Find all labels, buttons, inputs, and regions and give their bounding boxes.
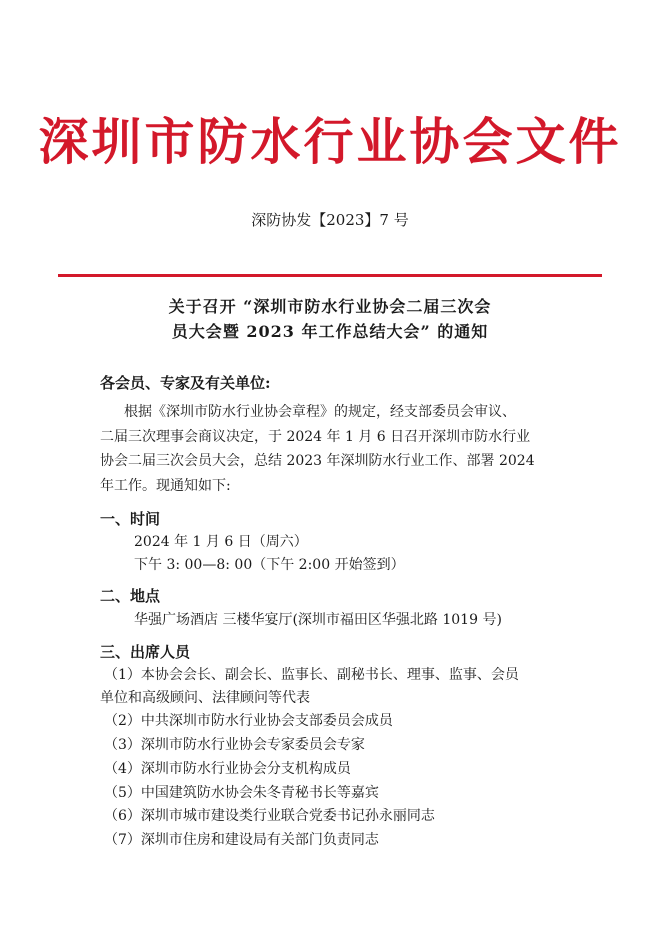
intro-paragraph — [100, 400, 570, 498]
attendee-item: （3）深圳市防水行业协会专家委员会专家 — [104, 737, 365, 753]
paragraph-line: 年工作。现通知如下: — [100, 477, 231, 494]
attendee-item: （4）深圳市防水行业协会分支机构成员 — [104, 761, 351, 777]
notice-title — [0, 294, 660, 344]
paragraph-line: 二届三次理事会商议决定，于 2024 年 1 月 6 日召开深圳市防水行业 — [100, 428, 531, 445]
attendee-item: （6）深圳市城市建设类行业联合党委书记孙永丽同志 — [104, 808, 435, 824]
attendee-item: （5）中国建筑防水协会朱冬青秘书长等嘉宾 — [104, 785, 379, 801]
meeting-date: 2024 年 1 月 6 日（周六） — [134, 534, 308, 550]
notice-title-line-1: 关于召开 “深圳市防水行业协会二届三次会 — [168, 297, 492, 316]
section-heading-location: 二、地点 — [100, 587, 161, 605]
attendee-item: （2）中共深圳市防水行业协会支部委员会成员 — [104, 713, 393, 729]
meeting-venue: 华强广场酒店 三楼华宴厅(深圳市福田区华强北路 1019 号) — [134, 612, 502, 628]
attendee-item-continuation: 单位和高级顾问、法律顾问等代表 — [100, 690, 310, 706]
paragraph-line: 根据《深圳市防水行业协会章程》的规定，经支部委员会审议、 — [124, 404, 516, 420]
document-number: 深防协发【2023】7 号 — [251, 211, 409, 229]
document-header-title: 深圳市防水行业协会文件 — [38, 112, 622, 171]
section-heading-time: 一、时间 — [100, 510, 161, 528]
meeting-hours: 下午 3: 00—8: 00（下午 2:00 开始签到） — [134, 557, 405, 573]
attendee-item: （7）深圳市住房和建设局有关部门负责同志 — [104, 832, 379, 848]
red-divider-rule — [58, 274, 602, 277]
paragraph-line: 协会二届三次会员大会，总结 2023 年深圳防水行业工作、部署 2024 — [100, 453, 535, 469]
attendee-item: （1）本协会会长、副会长、监事长、副秘书长、理事、监事、会员 — [104, 667, 519, 683]
notice-title-line-2: 员大会暨 2023 年工作总结大会” 的通知 — [171, 322, 489, 341]
section-heading-attendees: 三、出席人员 — [100, 643, 191, 661]
salutation: 各会员、专家及有关单位: — [100, 374, 271, 392]
